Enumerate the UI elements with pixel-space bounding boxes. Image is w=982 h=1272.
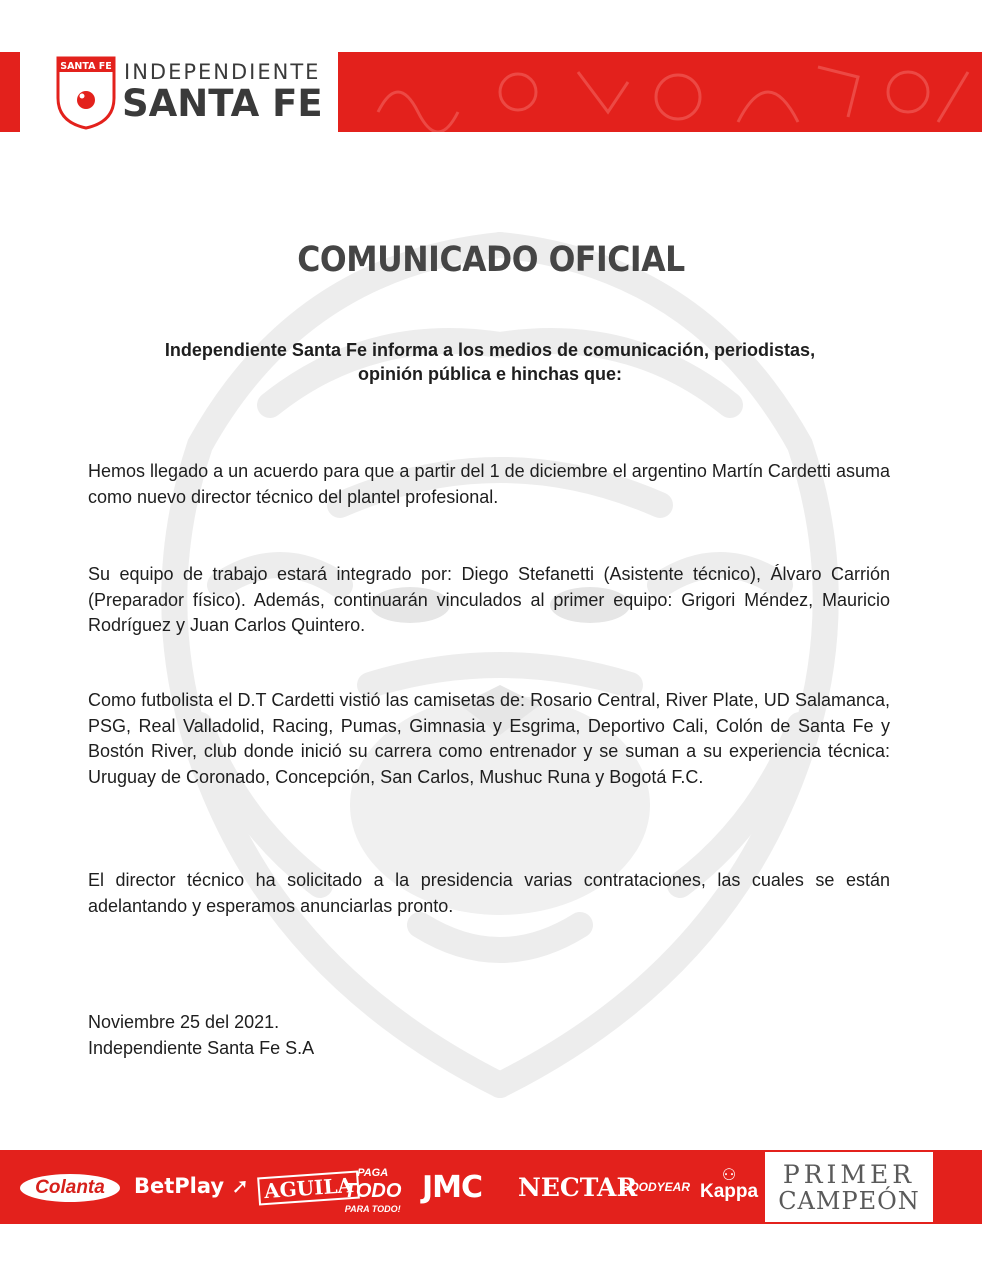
sponsor-betplay-logo <box>134 1174 249 1198</box>
sponsor-goodyear-logo: GOODYEAR <box>620 1180 691 1194</box>
betplay-arrow-icon: ➚ <box>224 1174 250 1198</box>
badge-line1: PRIMER <box>782 1160 916 1189</box>
sponsor-kappa-logo <box>700 1168 758 1200</box>
badge-line2: CAMPEÓN <box>778 1187 920 1215</box>
brand-name-line2: SANTA FE <box>122 82 323 125</box>
santa-fe-crest-icon <box>56 56 116 130</box>
sponsor-colanta-logo: Colanta <box>20 1174 120 1202</box>
signature-block <box>88 1010 890 1061</box>
paragraph-2: Su equipo de trabajo estará integrado por: Diego Stefanetti (Asistente técnico), Álvaro Carrión (Preparador físico). Además, continuarán vinculados al primer equipo: Grigori Méndez, Mauricio Rodríguez y Juan Carlos Quintero. <box>88 564 890 635</box>
header-pattern <box>338 52 982 132</box>
intro-text: Independiente Santa Fe informa a los medios de comunicación, periodistas, opinión pública e hinchas que: <box>164 340 816 384</box>
pagatodo-line2: TODO <box>344 1180 402 1202</box>
paragraph-4: El director técnico ha solicitado a la presidencia varias contrataciones, las cuales se están adelantando y esperamos anunciarlas pronto. <box>88 870 890 916</box>
brand-name-line1: INDEPENDIENTE <box>124 60 321 84</box>
crest-text: SANTA FE <box>60 61 112 72</box>
document-date: Noviembre 25 del 2021. <box>88 1012 280 1032</box>
pagatodo-line3: PARA TODO! <box>344 1204 401 1214</box>
document-title: COMUNICADO OFICIAL <box>297 240 685 280</box>
sponsor-pagatodo-logo <box>344 1164 401 1218</box>
paragraph-3: Como futbolista el D.T Cardetti vistió las camisetas de: Rosario Central, River Plate, UD Salamanca, PSG, Real Valladolid, Racing, Pumas, Gimnasia y Esgrima, Deportivo Cali, Colón de Santa Fe y Bostón River, club donde inició su carrera como entrenador y se suman a su experiencia técnica: Uruguay de Coronado, Concepción, San Carlos, Mushuc Runa y Bogotá F.C. <box>88 690 890 787</box>
document-signature: Independiente Santa Fe S.A <box>88 1037 315 1058</box>
kappa-figures-icon: ⚇ <box>721 1167 737 1184</box>
primer-campeon-badge <box>765 1152 933 1222</box>
paragraph-1: Hemos llegado a un acuerdo para que a partir del 1 de diciembre el argentino Martín Cardetti asuma como nuevo director técnico del plantel profesional. <box>88 461 890 507</box>
kappa-text: Kappa <box>700 1181 759 1202</box>
sponsor-jmc-logo: JMC <box>422 1170 483 1205</box>
sponsor-nectar-logo: NECTAR <box>518 1173 638 1202</box>
betplay-text: BetPlay <box>134 1174 225 1198</box>
pagatodo-line1: PAGA <box>357 1167 389 1179</box>
sponsor-aguila-logo: AGUILA <box>257 1171 360 1206</box>
